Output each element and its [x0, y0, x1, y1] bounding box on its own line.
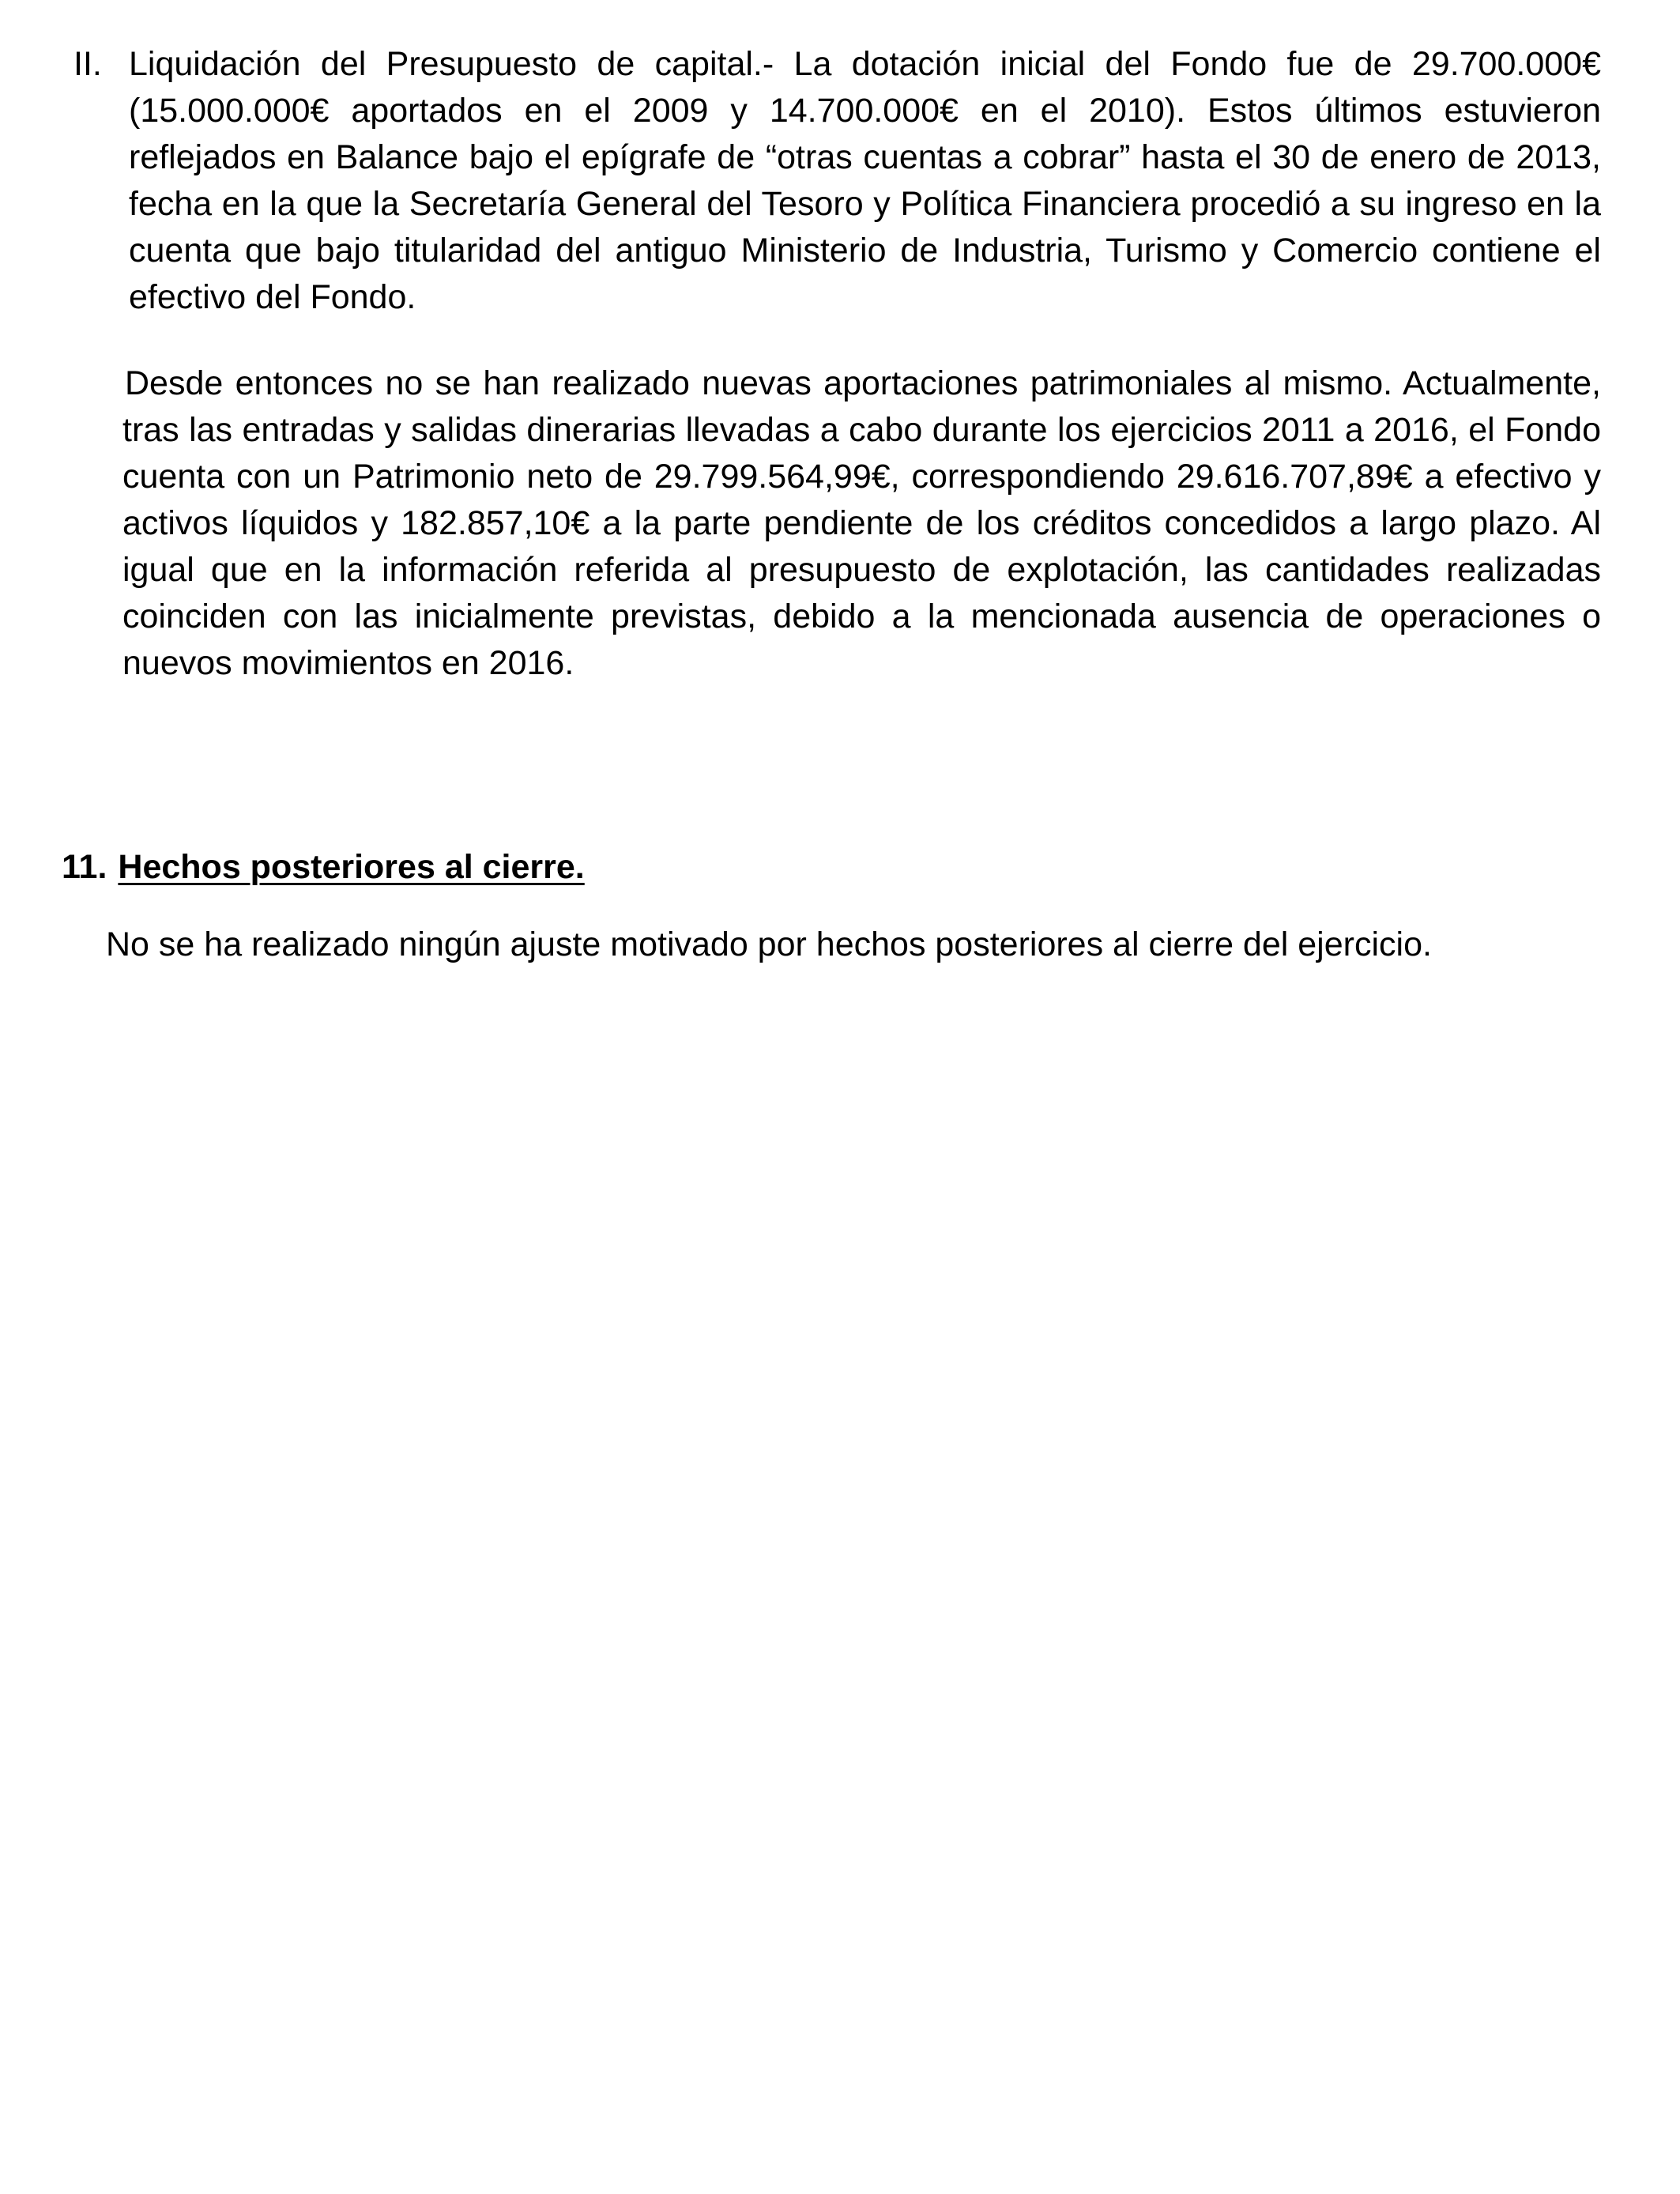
section-number: 11.	[62, 848, 107, 886]
section-paragraph: No se ha realizado ningún ajuste motivado por hechos posteriores al cierre del ejercicio.	[106, 925, 1432, 963]
list-item-text: Liquidación del Presupuesto de capital.- La dotación inicial del Fondo fue de 29.700.000€ (15.000.000€ aportados en el 2009 y 14.700.000€ en el 2010). Estos últimos estuvieron reflejados en Balance bajo el epígrafe de “otras cuentas a cobrar” hasta el 30 de enero de 2013, fecha en la que la Secretaría General del Tesoro y Política Financiera procedió a su ingreso en la cuenta que bajo titularidad del antiguo Ministerio de Industria, Turismo y Comercio contiene el efectivo del Fondo.	[129, 45, 1601, 316]
paragraph-patrimonio: Desde entonces no se han realizado nuevas aportaciones patrimoniales al mismo. Actualmente, tras las entradas y salidas dinerarias llevadas a cabo durante los ejercicios 2011 a 2016, el Fondo cuenta con un Patrimonio neto de 29.799.564,99€, correspondiendo 29.616.707,89€ a efectivo y activos líquidos y 182.857,10€ a la parte pendiente de los créditos concedidos a largo plazo. Al igual que en la información referida al presupuesto de explotación, las cantidades realizadas coinciden con las inicialmente previstas, debido a la mencionada ausencia de operaciones o nuevos movimientos en 2016.	[122, 364, 1601, 682]
list-item-liquidacion-capital	[70, 41, 1601, 321]
section-heading	[62, 844, 585, 891]
list-marker: II.	[73, 45, 102, 83]
section-title: Hechos posteriores al cierre.	[118, 848, 585, 886]
